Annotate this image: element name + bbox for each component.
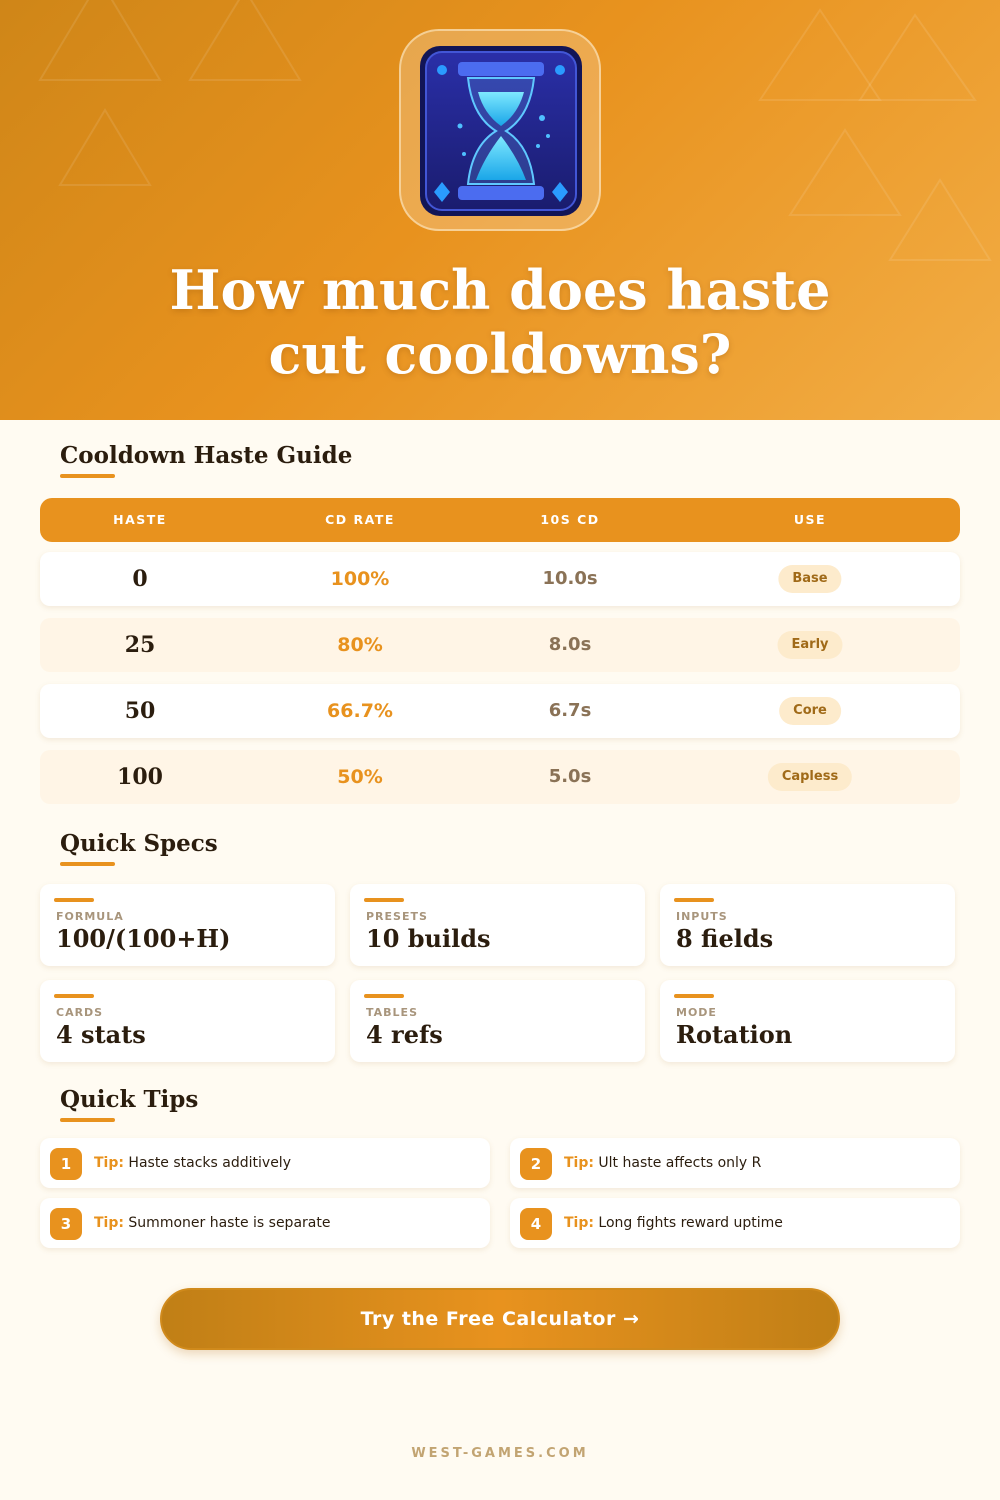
spec-accent-bar — [54, 898, 94, 902]
tip-label: Tip: — [564, 1155, 594, 1171]
cooldown-value: 6.7s — [548, 700, 592, 721]
hourglass-icon — [420, 46, 582, 216]
tip-content: Long fights reward uptime — [598, 1215, 783, 1231]
table-row — [40, 750, 960, 804]
spec-label: FORMULA — [56, 910, 124, 923]
guide-section-title: Cooldown Haste Guide — [60, 442, 353, 469]
tip-content: Summoner haste is separate — [128, 1215, 331, 1231]
tips-section-title: Quick Tips — [60, 1086, 199, 1113]
hero-banner — [0, 0, 1000, 420]
tip-text — [564, 1138, 761, 1188]
spec-accent-bar — [674, 994, 714, 998]
table-header — [40, 498, 960, 542]
spec-accent-bar — [54, 994, 94, 998]
tip-number-badge: 4 — [520, 1208, 552, 1240]
spec-value: 100/(100+H) — [56, 924, 231, 953]
app-icon-frame — [399, 29, 601, 231]
spec-value: Rotation — [676, 1020, 793, 1049]
footer-site-link[interactable]: WEST-GAMES.COM — [411, 1446, 589, 1461]
tip-label: Tip: — [94, 1215, 124, 1231]
table-header-10s-cd: 10S CD — [540, 512, 600, 527]
specs-section-title: Quick Specs — [60, 830, 218, 857]
page-title — [0, 258, 1000, 386]
tip-text — [564, 1198, 783, 1248]
tip-card — [40, 1198, 490, 1248]
try-calculator-button[interactable]: Try the Free Calculator → — [160, 1288, 840, 1350]
cooldown-value: 10.0s — [542, 568, 598, 589]
cd-rate-value: 50% — [337, 766, 383, 788]
spec-label: TABLES — [366, 1006, 418, 1019]
spec-label: CARDS — [56, 1006, 104, 1019]
cooldown-value: 5.0s — [548, 766, 592, 787]
use-badge: Base — [778, 565, 841, 593]
use-badge: Early — [778, 631, 843, 659]
haste-value: 0 — [132, 566, 148, 592]
cd-rate-value: 80% — [337, 634, 383, 656]
tip-number-badge: 3 — [50, 1208, 82, 1240]
haste-value: 25 — [124, 632, 156, 658]
use-badge: Core — [779, 697, 841, 725]
spec-card-formula — [40, 884, 335, 966]
spec-card-tables — [350, 980, 645, 1062]
spec-accent-bar — [674, 898, 714, 902]
spec-accent-bar — [364, 898, 404, 902]
haste-value: 100 — [117, 764, 163, 790]
tip-card — [510, 1198, 960, 1248]
guide-title-underline — [60, 474, 115, 478]
tip-label: Tip: — [564, 1215, 594, 1231]
spec-value: 8 fields — [676, 924, 774, 953]
table-row — [40, 684, 960, 738]
tips-title-underline — [60, 1118, 115, 1122]
spec-accent-bar — [364, 994, 404, 998]
cd-rate-value: 66.7% — [327, 700, 393, 722]
haste-value: 50 — [124, 698, 156, 724]
tip-text — [94, 1198, 330, 1248]
tip-card — [40, 1138, 490, 1188]
table-row — [40, 618, 960, 672]
use-badge: Capless — [768, 763, 852, 791]
spec-label: MODE — [676, 1006, 717, 1019]
tip-label: Tip: — [94, 1155, 124, 1171]
table-row — [40, 552, 960, 606]
spec-value: 4 stats — [56, 1020, 146, 1049]
tip-content: Haste stacks additively — [128, 1155, 291, 1171]
spec-card-presets — [350, 884, 645, 966]
tip-number-badge: 2 — [520, 1148, 552, 1180]
spec-card-cards — [40, 980, 335, 1062]
spec-label: INPUTS — [676, 910, 728, 923]
spec-value: 4 refs — [366, 1020, 443, 1049]
tip-content: Ult haste affects only R — [598, 1155, 762, 1171]
table-header-cd-rate: CD RATE — [325, 512, 395, 527]
page-title-line-2: cut cooldowns? — [268, 322, 732, 386]
page-title-line-1: How much does haste — [169, 258, 831, 322]
spec-card-inputs — [660, 884, 955, 966]
cooldown-value: 8.0s — [548, 634, 592, 655]
spec-label: PRESETS — [366, 910, 428, 923]
spec-value: 10 builds — [366, 924, 491, 953]
specs-title-underline — [60, 862, 115, 866]
table-header-use: USE — [793, 512, 827, 527]
tip-card — [510, 1138, 960, 1188]
cd-rate-value: 100% — [330, 568, 390, 590]
table-header-haste: HASTE — [113, 512, 167, 527]
tip-text — [94, 1138, 291, 1188]
spec-card-mode — [660, 980, 955, 1062]
tip-number-badge: 1 — [50, 1148, 82, 1180]
